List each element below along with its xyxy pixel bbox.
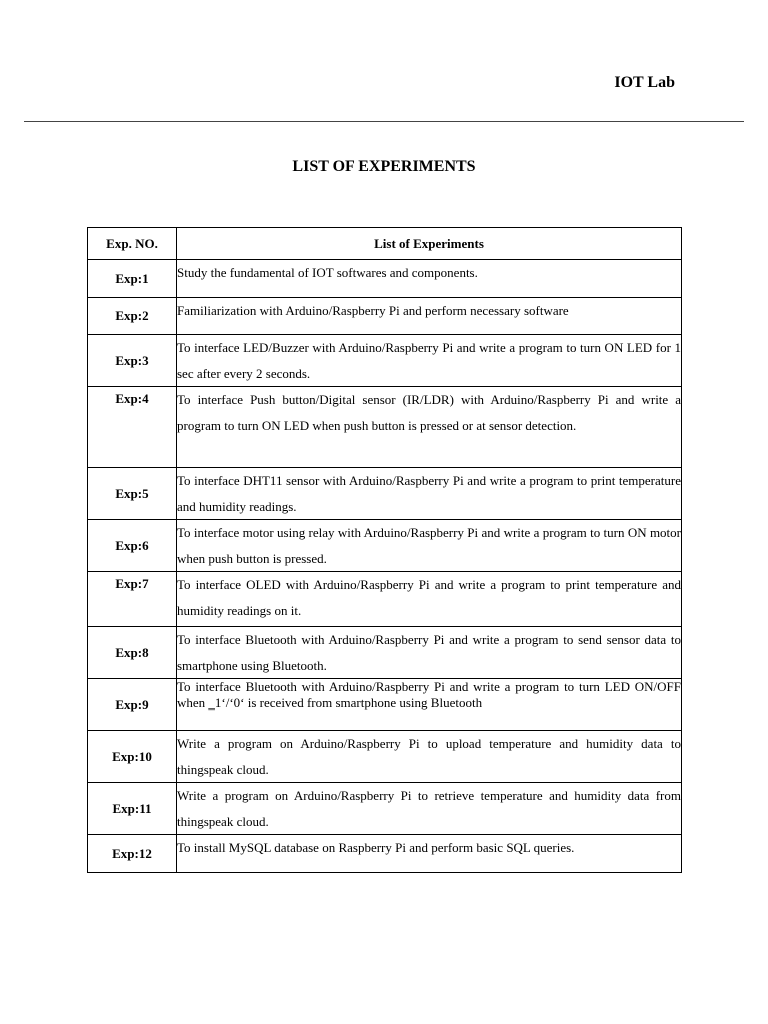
table-row: [88, 627, 682, 679]
exp-number: Exp:1: [88, 260, 177, 298]
exp-description: To interface DHT11 sensor with Arduino/Raspberry Pi and write a program to print temperature and humidity readings.: [177, 468, 682, 520]
exp-description: Study the fundamental of IOT softwares and components.: [177, 260, 682, 298]
exp-description: To interface motor using relay with Arduino/Raspberry Pi and write a program to turn ON motor when push button is pressed.: [177, 520, 682, 572]
exp-number: Exp:8: [88, 627, 177, 679]
header-divider: [24, 121, 744, 122]
table-row: [88, 260, 682, 298]
exp-number: Exp:5: [88, 468, 177, 520]
table-row: [88, 468, 682, 520]
exp-number: Exp:2: [88, 298, 177, 335]
table-row: [88, 520, 682, 572]
exp-description: To interface Bluetooth with Arduino/Raspberry Pi and write a program to turn LED ON/OFF when ‗1‘/‘0‘ is received from smartphone using Bluetooth: [177, 679, 682, 731]
table-row: [88, 298, 682, 335]
exp-number: Exp:7: [88, 572, 177, 627]
table-row: [88, 335, 682, 387]
exp-description: To interface OLED with Arduino/Raspberry Pi and write a program to print temperature and humidity readings on it.: [177, 572, 682, 627]
exp-description: Familiarization with Arduino/Raspberry Pi and perform necessary software: [177, 298, 682, 335]
table-row: [88, 679, 682, 731]
exp-description: Write a program on Arduino/Raspberry Pi to upload temperature and humidity data to thingspeak cloud.: [177, 731, 682, 783]
table-row: [88, 572, 682, 627]
table-row: [88, 783, 682, 835]
exp-number: Exp:9: [88, 679, 177, 731]
exp-description: To install MySQL database on Raspberry Pi and perform basic SQL queries.: [177, 835, 682, 873]
table-header-row: [88, 228, 682, 260]
exp-description: To interface Bluetooth with Arduino/Raspberry Pi and write a program to send sensor data to smartphone using Bluetooth.: [177, 627, 682, 679]
header-title: IOT Lab: [614, 74, 675, 91]
exp-description: To interface Push button/Digital sensor (IR/LDR) with Arduino/Raspberry Pi and write a program to turn ON LED when push button is pressed or at sensor detection.: [177, 387, 682, 468]
exp-number: Exp:10: [88, 731, 177, 783]
experiments-table: [87, 227, 682, 873]
table-row: [88, 731, 682, 783]
exp-number: Exp:11: [88, 783, 177, 835]
exp-number: Exp:6: [88, 520, 177, 572]
table-row: [88, 835, 682, 873]
exp-number: Exp:12: [88, 835, 177, 873]
exp-number: Exp:3: [88, 335, 177, 387]
exp-description: Write a program on Arduino/Raspberry Pi to retrieve temperature and humidity data from thingspeak cloud.: [177, 783, 682, 835]
exp-number: Exp:4: [88, 387, 177, 468]
exp-description: To interface LED/Buzzer with Arduino/Raspberry Pi and write a program to turn ON LED for 1 sec after every 2 seconds.: [177, 335, 682, 387]
table-row: [88, 387, 682, 468]
page-title: LIST OF EXPERIMENTS: [292, 158, 476, 175]
column-header-experiments: List of Experiments: [177, 228, 682, 260]
column-header-exp-no: Exp. NO.: [88, 228, 177, 260]
